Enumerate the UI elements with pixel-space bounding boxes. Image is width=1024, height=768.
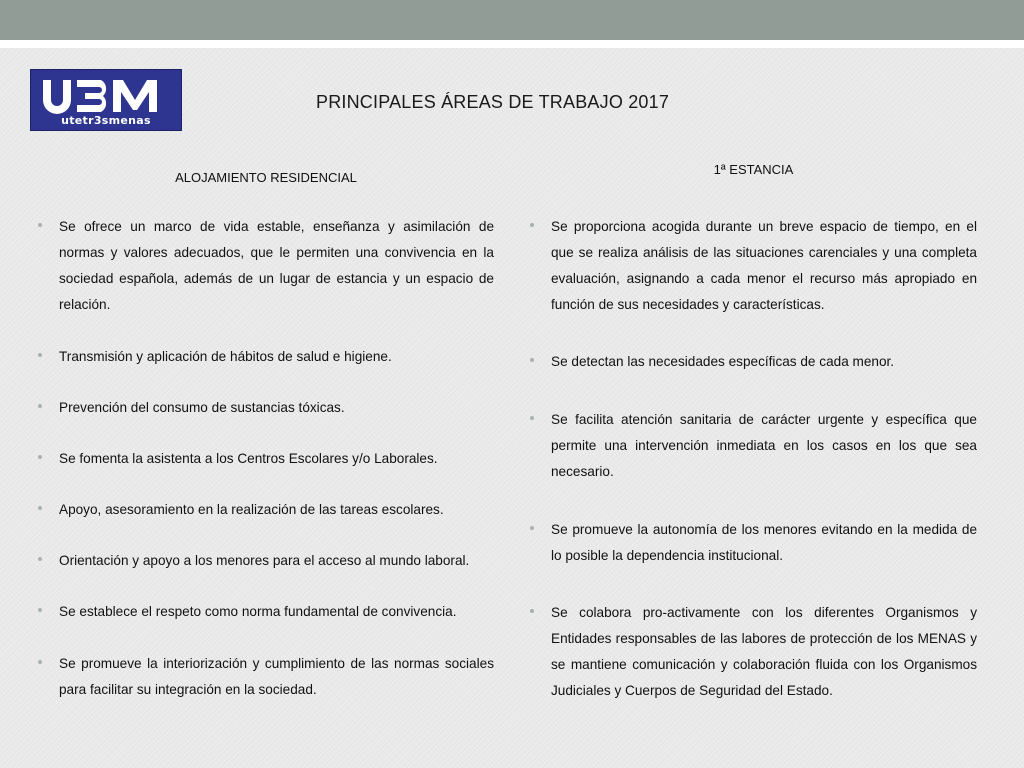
bullet-icon xyxy=(530,223,534,227)
list-item: Se establece el respeto como norma fundamental de convivencia. xyxy=(38,599,494,625)
list-item: Prevención del consumo de sustancias tóxicas. xyxy=(38,395,494,421)
page-title: PRINCIPALES ÁREAS DE TRABAJO 2017 xyxy=(316,92,670,112)
bullet-icon xyxy=(38,404,42,408)
list-item: Se proporciona acogida durante un breve espacio de tiempo, en el que se realiza análisis de las situaciones carenciales y una completa evaluación, asignando a cada menor el recurso más apropiado en función de sus necesidades y características. xyxy=(530,214,977,318)
bullet-icon xyxy=(530,526,534,530)
bullet-icon xyxy=(38,223,42,227)
u3m-logo xyxy=(30,69,182,131)
list-item: Orientación y apoyo a los menores para el acceso al mundo laboral. xyxy=(38,548,494,574)
bullet-icon xyxy=(530,609,534,613)
bullet-icon xyxy=(530,358,534,362)
list-item: Se fomenta la asistenta a los Centros Escolares y/o Laborales. xyxy=(38,446,494,472)
list-item: Se promueve la interiorización y cumplimiento de las normas sociales para facilitar su integración en la sociedad. xyxy=(38,651,494,703)
bullet-icon xyxy=(38,506,42,510)
list-item: Se promueve la autonomía de los menores evitando en la medida de lo posible la dependencia institucional. xyxy=(530,517,977,569)
bullet-icon xyxy=(530,416,534,420)
list-item: Se facilita atención sanitaria de carácter urgente y específica que permite una intervención inmediata en los casos en los que sea necesario. xyxy=(530,407,977,485)
bullet-icon xyxy=(38,353,42,357)
top-divider xyxy=(0,40,1024,48)
left-column-heading: ALOJAMIENTO RESIDENCIAL xyxy=(175,170,357,185)
right-column-heading: 1ª ESTANCIA xyxy=(713,162,794,177)
bullet-icon xyxy=(38,557,42,561)
list-item: Transmisión y aplicación de hábitos de salud e higiene. xyxy=(38,344,494,370)
logo-tagline: utetr3smenas xyxy=(61,114,151,127)
list-item: Se colabora pro-activamente con los diferentes Organismos y Entidades responsables de las labores de protección de los MENAS y se mantiene comunicación y colaboración fluida con los Organismos Judiciales y Cuerpos de Seguridad del Estado. xyxy=(530,600,977,704)
bullet-icon xyxy=(38,608,42,612)
bullet-icon xyxy=(38,455,42,459)
bullet-icon xyxy=(38,660,42,664)
list-item: Se detectan las necesidades específicas de cada menor. xyxy=(530,349,977,375)
top-bar xyxy=(0,0,1024,40)
list-item: Apoyo, asesoramiento en la realización de las tareas escolares. xyxy=(38,497,494,523)
list-item: Se ofrece un marco de vida estable, enseñanza y asimilación de normas y valores adecuados, que le permiten una convivencia en la sociedad española, además de un lugar de estancia y un espacio de relación. xyxy=(38,214,494,318)
